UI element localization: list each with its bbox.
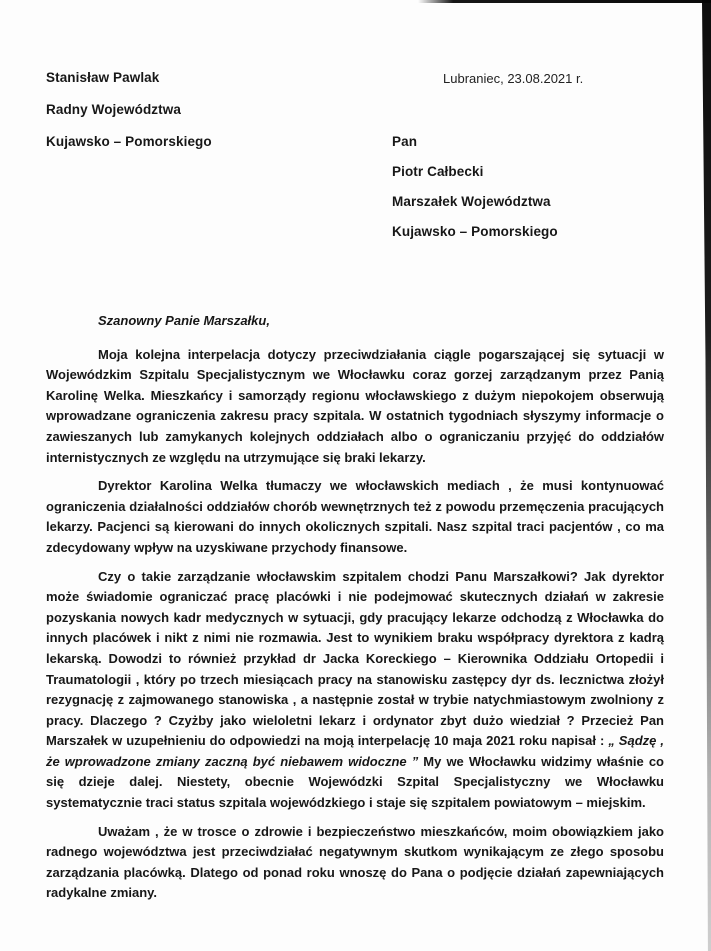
- paragraph-2: Dyrektor Karolina Welka tłumaczy we włocławskich mediach , że musi kontynuować ograniczenia działalności oddziałów chorób wewnętrznych też z powodu przemęczenia pracujących lekarzy. Pacjenci są kierowani do innych okolicznych szpitali. Nasz szpital traci pacjentów , co ma zdecydowany wpływ na uzyskiwane przychody finansowe.: [46, 478, 664, 555]
- recipient-name: Piotr Całbecki: [392, 164, 484, 179]
- paragraph-3-quote: „ Sądzę , że wprowadzone zmiany zaczną być niebawem widoczne ”: [46, 733, 664, 769]
- paragraph-4: Uważam , że w trosce o zdrowie i bezpieczeństwo mieszkańców, moim obowiązkiem jako radnego województwa jest przeciwdziałać negatywnym skutkom wynikającym ze złego sposobu zarządzania placówką. Dlatego od ponad roku wnoszę do Pana o podjęcie działań zapewniających radykalne zmiany.: [46, 823, 664, 901]
- date-line: Lubraniec, 23.08.2021 r.: [443, 71, 584, 86]
- sender-name: Stanisław Pawlak: [46, 70, 160, 85]
- sender-block: [46, 70, 212, 166]
- paragraph-1: Moja kolejna interpelacja dotyczy przeciwdziałania ciągle pogarszającej się sytuacji w Wojewódzkim Szpitalu Specjalistycznym we Włocławku coraz gorzej zarządzanym przez Panią Karolinę Welka. Mieszkańcy i samorządy regionu włocławskiego z dużym niepokojem obserwują wprowadzane ograniczenia zakresu pracy szpitala. W ostatnich tygodniach słyszymy informacje o zawieszanych lub zamykanych kolejnych oddziałach albo o ograniczaniu przyjęć do oddziałów internistycznych ze względu na utrzymujące się braki lekarzy.: [46, 346, 664, 465]
- scan-artifact-right-edge: [700, 0, 711, 951]
- paragraph-3: [46, 567, 664, 814]
- sender-title: Radny Województwa: [46, 102, 181, 117]
- scan-artifact-top-edge: [418, 0, 711, 3]
- sender-region: Kujawsko – Pomorskiego: [46, 134, 212, 149]
- recipient-title: Marszałek Województwa: [392, 194, 551, 209]
- letter-body: [46, 311, 664, 912]
- recipient-region: Kujawsko – Pomorskiego: [392, 224, 558, 239]
- paragraph-3-text: Czy o takie zarządzanie włocławskim szpitalem chodzi Panu Marszałkowi? Jak dyrektor może świadomie ograniczać pracę placówki i nie podejmować skutecznych działań w zakresie pozyskania nowych kadr medycznych w sytuacji, gdy pracujący lekarze odchodzą z Włocławka do innych placówek i nikt z nimi nie rozmawia. Jest to wynikiem braku współpracy dyrektora z kadrą lekarską. Dowodzi to również przykład dr Jacka Koreckiego – Kierownika Oddziału Ortopedii i Traumatologii , który po trzech miesiącach pracy na stanowisku zastępcy dyr ds. lecznictwa złożył rezygnację z zajmowanego stanowiska , a następnie został w trybie natychmiastowym zwolniony z pracy. Dlaczego ? Czyżby jako wieloletni lekarz i ordynator zbyt dużo wiedział ? Przecież Pan Marszałek w uzupełnieniu do odpowiedzi na moją interpelację 10 maja 2021 roku napisał :: [46, 568, 664, 749]
- recipient-honorific: Pan: [392, 134, 418, 149]
- paragraph-3-continuation: My we Włocławku widzimy właśnie co się dzieje dalej. Niestety, obecnie Wojewódzki Szpital Specjalistyczny we Włocławku systematycznie traci status szpitala wojewódzkiego i staje się szpitalem powiatowym – miejskim.: [46, 753, 664, 811]
- salutation: Szanowny Panie Marszałku,: [98, 313, 270, 328]
- recipient-block: [392, 134, 558, 254]
